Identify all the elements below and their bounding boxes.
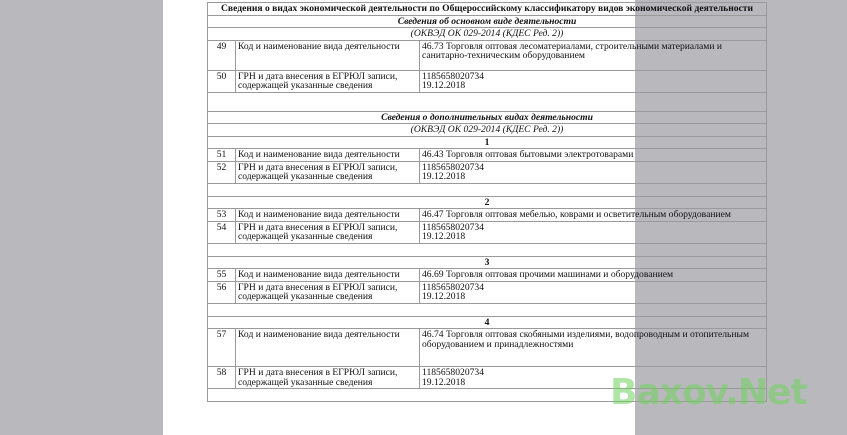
table-row	[208, 161, 767, 183]
watermark-logo: Baxov.Net	[610, 372, 807, 413]
row-number: 58	[208, 367, 236, 389]
group-number: 2	[208, 196, 767, 209]
classifier-label: (ОКВЭД ОК 029-2014 (КДЕС Ред. 2))	[208, 124, 767, 137]
table-row	[208, 149, 767, 162]
spacer-row	[208, 243, 767, 256]
group-number: 3	[208, 256, 767, 269]
group-number-row	[208, 136, 767, 149]
table-row	[208, 281, 767, 303]
group-number-row	[208, 256, 767, 269]
document-header: Сведения о видах экономической деятельности по Общероссийскому классификатору видов экономической деятельности	[208, 3, 767, 16]
classifier-row	[208, 124, 767, 137]
group-number: 1	[208, 136, 767, 149]
header-row	[208, 3, 767, 16]
spacer-cell	[208, 243, 767, 256]
row-label: Код и наименование вида деятельности	[236, 40, 420, 70]
row-value: 46.73 Торговля оптовая лесоматериалами, строительными материалами и санитарно-техническим оборудованием	[420, 40, 767, 70]
additional-section-row	[208, 111, 767, 124]
activity-table	[207, 2, 767, 402]
main-section-row	[208, 15, 767, 28]
row-label: ГРН и дата внесения в ЕГРЮЛ записи, содержащей указанные сведения	[236, 367, 420, 389]
row-label: Код и наименование вида деятельности	[236, 149, 420, 162]
classifier-label: (ОКВЭД ОК 029-2014 (КДЕС Ред. 2))	[208, 28, 767, 41]
row-value: 1185658020734 19.12.2018	[420, 281, 767, 303]
row-value: 46.69 Торговля оптовая прочими машинами и оборудованием	[420, 269, 767, 282]
row-number: 55	[208, 269, 236, 282]
row-value: 46.43 Торговля оптовая бытовыми электротоварами	[420, 149, 767, 162]
row-number: 52	[208, 161, 236, 183]
row-number: 56	[208, 281, 236, 303]
group-number-row	[208, 196, 767, 209]
spacer-row	[208, 183, 767, 196]
table-row	[208, 269, 767, 282]
row-value: 1185658020734 19.12.2018	[420, 70, 767, 92]
table-row	[208, 209, 767, 222]
row-number: 50	[208, 70, 236, 92]
spacer-cell	[208, 183, 767, 196]
spacer-cell	[208, 303, 767, 316]
row-label: Код и наименование вида деятельности	[236, 269, 420, 282]
group-number-row	[208, 316, 767, 329]
row-value: 1185658020734 19.12.2018	[420, 161, 767, 183]
row-label: Код и наименование вида деятельности	[236, 209, 420, 222]
additional-section-title: Сведения о дополнительных видах деятельности	[208, 111, 767, 124]
row-value: 1185658020734 19.12.2018	[420, 367, 767, 389]
group-number: 4	[208, 316, 767, 329]
row-value: 1185658020734 19.12.2018	[420, 221, 767, 243]
row-number: 49	[208, 40, 236, 70]
table-row	[208, 40, 767, 70]
row-label: ГРН и дата внесения в ЕГРЮЛ записи, содержащей указанные сведения	[236, 70, 420, 92]
table-row	[208, 221, 767, 243]
row-number: 51	[208, 149, 236, 162]
spacer-row	[208, 92, 767, 111]
main-section-title: Сведения об основном виде деятельности	[208, 15, 767, 28]
row-value: 46.74 Торговля оптовая скобяными изделиями, водопроводным и отопительным оборудованием и принадлежностями	[420, 329, 767, 367]
row-label: ГРН и дата внесения в ЕГРЮЛ записи, содержащей указанные сведения	[236, 281, 420, 303]
row-number: 53	[208, 209, 236, 222]
row-label: ГРН и дата внесения в ЕГРЮЛ записи, содержащей указанные сведения	[236, 161, 420, 183]
row-number: 57	[208, 329, 236, 367]
row-number: 54	[208, 221, 236, 243]
table-row	[208, 329, 767, 367]
row-label: ГРН и дата внесения в ЕГРЮЛ записи, содержащей указанные сведения	[236, 221, 420, 243]
spacer-cell	[208, 92, 767, 111]
table-row	[208, 70, 767, 92]
classifier-row	[208, 28, 767, 41]
spacer-row	[208, 303, 767, 316]
row-value: 46.47 Торговля оптовая мебелью, коврами и осветительным оборудованием	[420, 209, 767, 222]
activity-table-body	[208, 3, 767, 402]
row-label: Код и наименование вида деятельности	[236, 329, 420, 367]
